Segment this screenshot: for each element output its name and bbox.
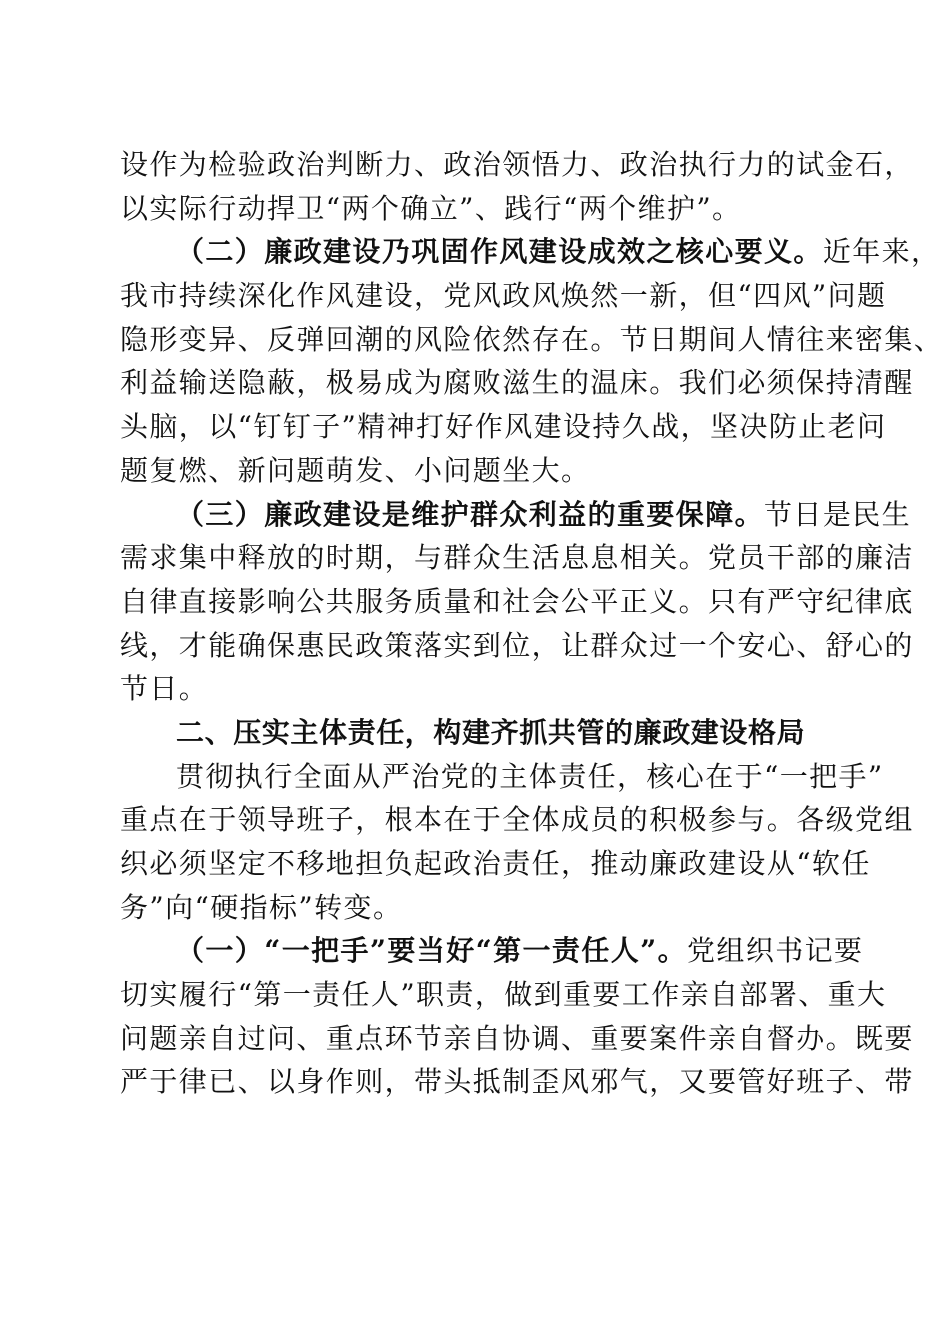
paragraph-line <box>120 798 914 842</box>
line-text: 问题亲自过问、重点环节亲自协调、重要案件亲自督办。既要 <box>120 1021 914 1055</box>
line-text: 节日。 <box>120 672 209 706</box>
paragraph-line <box>120 973 887 1017</box>
paragraph-line <box>120 842 871 886</box>
paragraph-line <box>120 274 887 318</box>
line-text: 设作为检验政治判断力、政治领悟力、政治执行力的试金石， <box>120 148 914 181</box>
line-text: 切实履行“第一责任人”职责，做到重要工作亲自部署、重大 <box>120 978 887 1012</box>
paragraph-line <box>120 361 914 405</box>
subsection-2-heading: （二）廉政建设乃巩固作风建设成效之核心要义。 <box>176 235 823 269</box>
line-text: 需求集中释放的时期，与群众生活息息相关。党员干部的廉洁 <box>120 541 914 575</box>
paragraph-line <box>120 667 836 711</box>
section-title: 二、压实主体责任，构建齐抓共管的廉政建设格局 <box>176 715 806 749</box>
paragraph-line <box>120 536 914 580</box>
section-2-heading <box>120 711 836 755</box>
subsection-2-first-line <box>120 230 941 274</box>
line-text: 重点在于领导班子，根本在于全体成员的积极参与。各级党组 <box>120 803 914 837</box>
paragraph-line <box>120 187 836 231</box>
subsection-1-heading: （一）“一把手”要当好“第一责任人”。 <box>176 934 688 968</box>
line-text: 近年来， <box>822 235 941 269</box>
line-text: 隐形变异、反弹回潮的风险依然存在。节日期间人情往来密集、 <box>120 322 944 356</box>
line-text: 严于律已、以身作则，带头抵制歪风邪气，又要管好班子、带 <box>120 1065 914 1099</box>
subsection-3-first-line <box>120 493 912 537</box>
line-text: 头脑，以“钉钉子”精神打好作风建设持久战，坚决防止老问 <box>120 410 887 444</box>
paragraph-line <box>120 405 887 449</box>
paragraph-line <box>120 1017 914 1061</box>
paragraph-line <box>120 580 914 624</box>
paragraph-first-line <box>120 755 884 799</box>
paragraph-line <box>120 624 914 668</box>
line-text: 贯彻执行全面从严治党的主体责任，核心在于“一把手” <box>176 759 884 793</box>
subsection-3-heading: （三）廉政建设是维护群众利益的重要保障。 <box>176 497 765 531</box>
document-body <box>120 143 944 1104</box>
line-text: 题复燃、新问题萌发、小问题坐大。 <box>120 453 591 487</box>
paragraph-line <box>120 449 836 493</box>
paragraph-line <box>120 886 836 930</box>
paragraph-line <box>120 1060 914 1104</box>
subsection-1-first-line <box>120 929 864 973</box>
paragraph-line <box>120 143 914 187</box>
line-text: 自律直接影响公共服务质量和社会公平正义。只有严守纪律底 <box>120 584 914 618</box>
line-text: 利益输送隐蔽，极易成为腐败滋生的温床。我们必须保持清醒 <box>120 366 914 400</box>
line-text: 务”向“硬指标”转变。 <box>120 890 403 924</box>
line-text: 我市持续深化作风建设，党风政风焕然一新，但“四风”问题 <box>120 279 887 313</box>
line-text: 以实际行动捍卫“两个确立”、践行“两个维护”。 <box>120 191 742 225</box>
line-text: 党组织书记要 <box>687 934 864 968</box>
line-text: 织必须坚定不移地担负起政治责任，推动廉政建设从“软任 <box>120 847 871 880</box>
paragraph-line <box>120 318 944 362</box>
line-text: 节日是民生 <box>764 497 912 531</box>
line-text: 线，才能确保惠民政策落实到位，让群众过一个安心、舒心的 <box>120 628 914 662</box>
